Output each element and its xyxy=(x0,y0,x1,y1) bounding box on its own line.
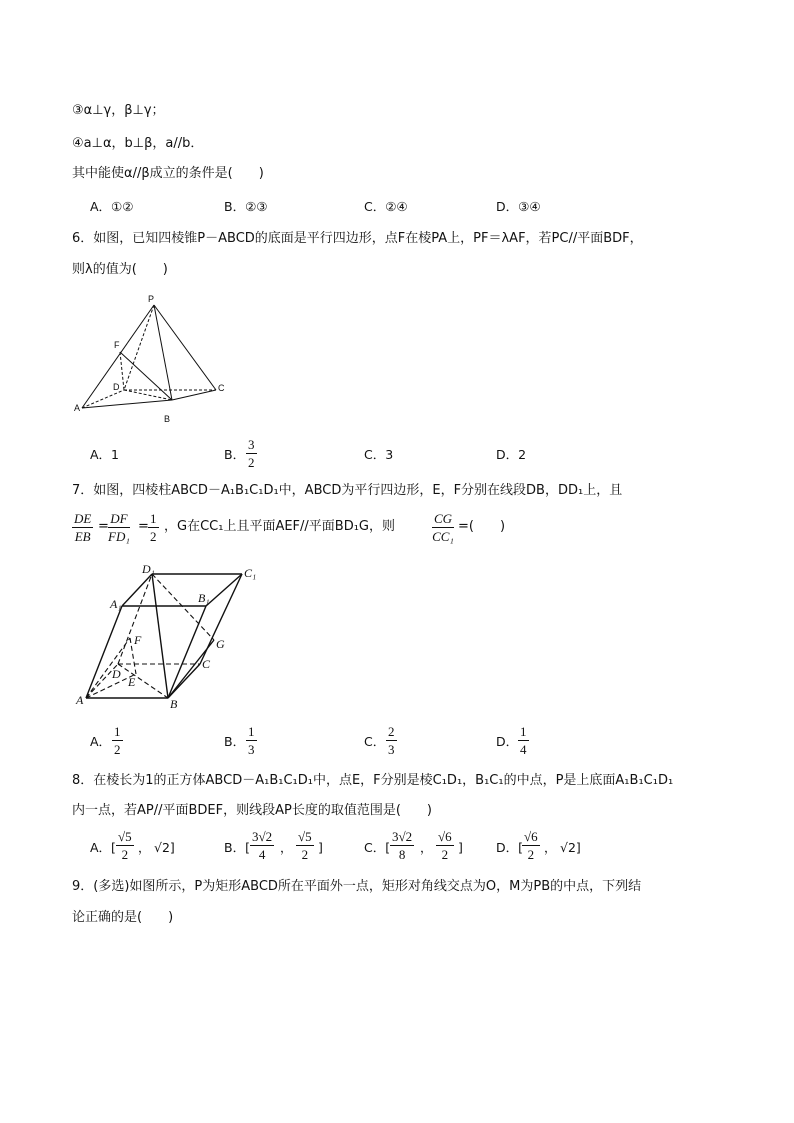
q9-stem-line1: 9．(多选)如图所示，P为矩形ABCD所在平面外一点，矩形对角线交点为O，M为PB的中点，下列结 xyxy=(72,879,642,894)
q6-label-p: P xyxy=(148,294,155,304)
q7-frac3-numerator: 1 xyxy=(150,511,157,526)
q7-label-f: F xyxy=(134,633,142,647)
q7-fraction-cg-cc1 xyxy=(432,512,454,543)
q7-label-e: E xyxy=(128,675,136,689)
q8-option-d-rest: √2] xyxy=(560,840,581,855)
q7-option-d-numerator: 1 xyxy=(520,724,527,739)
q8-option-c-close: ] xyxy=(458,840,463,855)
q7-option-c-fraction xyxy=(386,725,397,756)
q7-option-b-denominator: 3 xyxy=(248,742,255,757)
q7-label-d1: D₁ xyxy=(142,562,155,576)
q6-pyramid-figure xyxy=(70,290,240,430)
q6-option-b-numerator: 3 xyxy=(248,437,255,452)
q7-stem-middle: ，G在CC₁上且平面AEF//平面BD₁G，则 xyxy=(164,519,395,534)
q9-stem-line2: 论正确的是( ) xyxy=(72,910,174,925)
q6-option-b-denominator: 2 xyxy=(248,455,255,470)
q5-stem: 其中能使α//β成立的条件是( ) xyxy=(72,166,264,181)
q7-option-d-denominator: 4 xyxy=(520,742,527,757)
q8-option-c-sep: ， xyxy=(420,840,433,855)
q7-fraction-de-eb xyxy=(72,512,93,543)
q7-frac3-denominator: 2 xyxy=(150,529,157,544)
q8-option-c-denominator-2: 2 xyxy=(441,847,449,862)
q8-option-b-numerator-2: √5 xyxy=(298,829,312,844)
q6-label-a: A xyxy=(74,403,81,413)
q8-option-c-numerator-2: √6 xyxy=(438,829,452,844)
q7-stem-line1: 7．如图，四棱柱ABCD－A₁B₁C₁D₁中，ABCD为平行四边形，E，F分别在线段DB，DD₁上，且 xyxy=(72,483,623,498)
q8-option-b-denominator-2: 2 xyxy=(301,847,309,862)
q8-option-b-fraction-1 xyxy=(250,830,274,861)
q7-frac1-numerator: DE xyxy=(74,511,92,526)
q7-fraction-df-fd1 xyxy=(108,512,130,543)
q7-frac2-denominator: FD₁ xyxy=(108,529,130,544)
q5-option-d: D．③④ xyxy=(496,199,541,214)
q7-frac4-denominator: CC₁ xyxy=(432,529,454,544)
q8-stem-line2: 内一点，若AP//平面BDEF，则线段AP长度的取值范围是( ) xyxy=(72,803,432,818)
q8-option-d-letter: D．[ xyxy=(496,840,524,855)
q7-label-a: A xyxy=(76,693,84,707)
q7-stem-tail: =( ) xyxy=(458,519,506,534)
q6-stem-line1: 6．如图，已知四棱锥P－ABCD的底面是平行四边形，点F在棱PA上，PF＝λAF，若PC//平面BDF， xyxy=(72,231,643,246)
q8-option-c-fraction-1 xyxy=(390,830,414,861)
q8-option-c-numerator-1: 3√2 xyxy=(392,829,413,844)
q7-frac2-numerator: DF xyxy=(108,512,130,528)
q7-option-c-letter: C． xyxy=(364,734,386,749)
q7-prism-figure xyxy=(72,560,272,710)
q7-option-a-denominator: 2 xyxy=(114,742,121,757)
q7-option-b-letter: B． xyxy=(224,734,246,749)
q7-option-c-numerator: 2 xyxy=(388,724,395,739)
q7-frac4-numerator: CG xyxy=(434,511,453,526)
q7-equals-2: = xyxy=(138,519,149,534)
q6-stem-line2: 则λ的值为( ) xyxy=(72,262,168,277)
q6-label-f: F xyxy=(114,340,120,350)
q8-option-b-fraction-2 xyxy=(296,830,314,861)
q8-option-d-fraction xyxy=(522,830,540,861)
q6-label-b: B xyxy=(164,414,171,424)
q7-option-b-numerator: 1 xyxy=(248,724,255,739)
q7-frac1-denominator: EB xyxy=(74,529,91,544)
q8-option-d-sep: ， xyxy=(544,840,557,855)
q8-option-a-sep: ， xyxy=(138,840,151,855)
q7-option-a-letter: A． xyxy=(90,734,112,749)
q6-label-d: D xyxy=(113,382,120,392)
q6-option-c: C．3 xyxy=(364,447,394,462)
q8-option-a-rest: √2] xyxy=(154,840,175,855)
q8-option-c-fraction-2 xyxy=(436,830,454,861)
q7-label-g: G xyxy=(216,637,225,651)
q8-stem-line1: 8．在棱长为1的正方体ABCD－A₁B₁C₁D₁中，点E，F分别是棱C₁D₁，B₁C₁的中点，P是上底面A₁B₁C₁D₁ xyxy=(72,773,674,788)
q7-option-a-fraction xyxy=(112,725,123,756)
q8-option-d-denominator: 2 xyxy=(527,847,535,862)
q7-label-b: B xyxy=(170,697,178,710)
q8-option-d-numerator: √6 xyxy=(524,829,538,844)
q5-condition-3: ③α⊥γ，β⊥γ； xyxy=(72,103,165,118)
q7-label-c1: C₁ xyxy=(244,566,257,580)
q6-label-c: C xyxy=(218,383,225,393)
q8-option-c-letter: C．[ xyxy=(364,840,391,855)
q7-option-a-numerator: 1 xyxy=(114,724,121,739)
q6-option-d: D．2 xyxy=(496,447,527,462)
q8-option-a-denominator: 2 xyxy=(121,847,129,862)
q5-condition-4: ④a⊥α，b⊥β，a//b． xyxy=(72,136,204,151)
q8-option-b-letter: B．[ xyxy=(224,840,250,855)
q7-fraction-half xyxy=(148,512,159,543)
q8-option-a-numerator: √5 xyxy=(118,829,132,844)
q5-option-b: B．②③ xyxy=(224,199,268,214)
q7-equals-1: = xyxy=(98,519,109,534)
q8-option-b-numerator-1: 3√2 xyxy=(252,829,273,844)
q8-option-b-close: ] xyxy=(318,840,323,855)
q7-label-c: C xyxy=(202,657,211,671)
q7-label-d: D xyxy=(112,667,121,681)
q8-option-b-sep: ， xyxy=(280,840,293,855)
q8-option-c-denominator-1: 8 xyxy=(398,847,406,862)
q6-option-b-fraction xyxy=(246,438,257,469)
q7-option-c-denominator: 3 xyxy=(388,742,395,757)
q7-option-d-letter: D． xyxy=(496,734,519,749)
q8-option-a-letter: A．[ xyxy=(90,840,116,855)
q6-option-a: A．1 xyxy=(90,447,120,462)
q8-option-a-fraction xyxy=(116,830,134,861)
q7-option-d-fraction xyxy=(518,725,529,756)
q5-option-c: C．②④ xyxy=(364,199,408,214)
q6-option-b-letter: B． xyxy=(224,447,246,462)
q7-option-b-fraction xyxy=(246,725,257,756)
q8-option-b-denominator-1: 4 xyxy=(258,847,266,862)
q7-label-a1: A₁ xyxy=(110,597,122,611)
q5-option-a: A．①② xyxy=(90,199,134,214)
q7-label-b1: B₁ xyxy=(198,591,210,605)
